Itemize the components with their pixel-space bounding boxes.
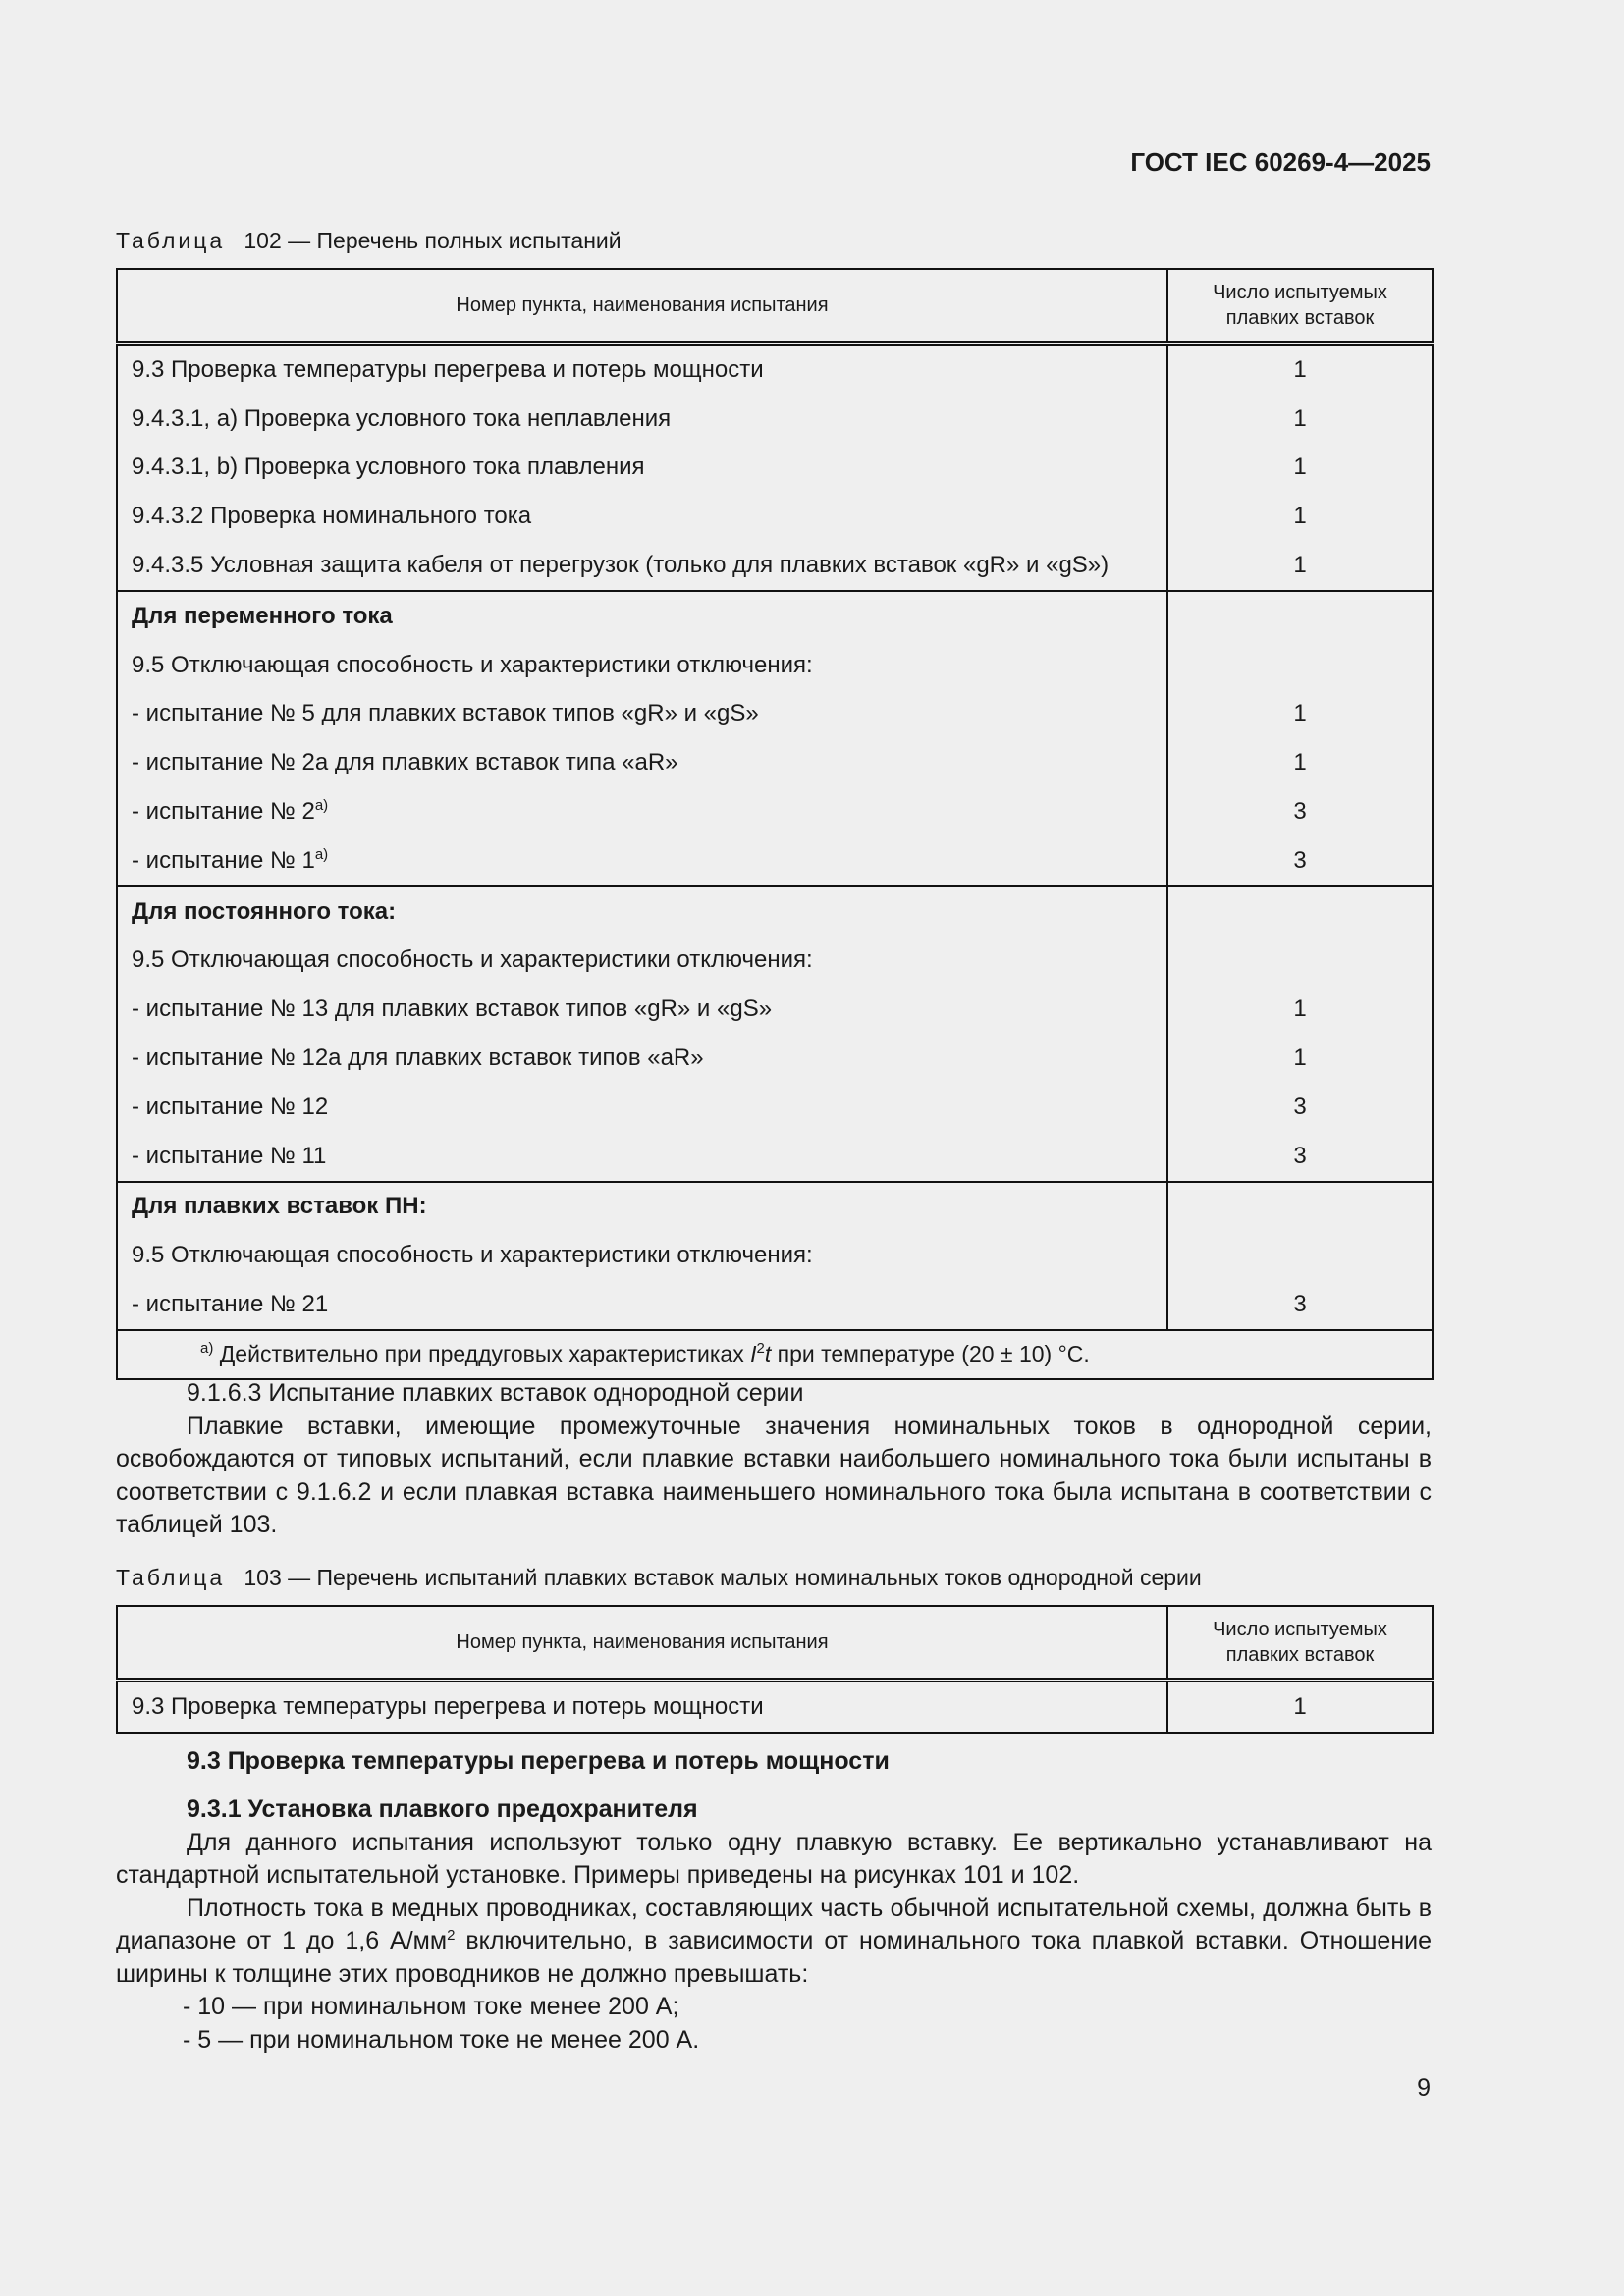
table-cell-test-name: Для переменного тока xyxy=(117,591,1167,641)
table-cell-count xyxy=(1167,886,1433,936)
table-footnote-row xyxy=(117,1330,1433,1379)
table-cell-test-name: Для постоянного тока: xyxy=(117,886,1167,936)
table-row xyxy=(117,541,1433,591)
section-body: Плавкие вставки, имеющие промежуточные значения номинальных токов в однородной серии, освобождаются от типовых испытаний, если плавкие вставки наибольшего номинального тока были испытаны в соответствии с 9.1.6.2 и если плавкая вставка наименьшего номинального тока была испытана в соответствии с таблицей 103. xyxy=(116,1412,1432,1538)
table-cell-count xyxy=(1167,936,1433,986)
table-cell-test-name: - испытание № 2a для плавких вставок типа «aR» xyxy=(117,738,1167,787)
table-cell-count: 3 xyxy=(1167,1132,1433,1182)
table-caption-text: 102 — Перечень полных испытаний xyxy=(244,228,622,253)
table-cell-count xyxy=(1167,591,1433,641)
column-header-count-line2: плавких вставок xyxy=(1225,1644,1375,1666)
table-cell-count: 1 xyxy=(1167,985,1433,1034)
table-cell-count: 1 xyxy=(1167,344,1433,395)
table-row xyxy=(117,985,1433,1034)
table-header-row xyxy=(117,1606,1433,1678)
table-row xyxy=(117,591,1433,641)
table-row xyxy=(117,787,1433,836)
column-header-count-line1: Число испытуемых xyxy=(1213,1619,1387,1640)
table-row xyxy=(117,836,1433,886)
section-9-1-6-3 xyxy=(116,1377,1432,1542)
table-cell-test-name: - испытание № 21 xyxy=(117,1280,1167,1330)
table-cell-test-name: - испытание № 5 для плавких вставок типов «gR» и «gS» xyxy=(117,690,1167,739)
table-cell-test-name: - испытание № 1$^{a)}$ xyxy=(117,836,1167,886)
table-cell-count: 3 xyxy=(1167,787,1433,836)
table-row xyxy=(117,492,1433,541)
table-cell-count: 1 xyxy=(1167,541,1433,591)
list-item: - 5 — при номинальном токе не менее 200 А. xyxy=(183,2025,700,2054)
column-header-count-line1: Число испытуемых xyxy=(1213,282,1387,303)
table-cell-test-name: 9.5 Отключающая способность и характеристики отключения: xyxy=(117,1231,1167,1280)
column-header-count xyxy=(1167,269,1433,341)
section-9-3-title: 9.3 Проверка температуры перегрева и потерь мощности xyxy=(187,1747,890,1775)
table-cell-count: 1 xyxy=(1167,1034,1433,1083)
table-row xyxy=(117,886,1433,936)
table-row xyxy=(117,641,1433,690)
table-row xyxy=(117,738,1433,787)
column-header-count-line2: плавких вставок xyxy=(1225,307,1375,329)
table-cell-test-name: - испытание № 13 для плавких вставок типов «gR» и «gS» xyxy=(117,985,1167,1034)
table-caption-text: 103 — Перечень испытаний плавких вставок малых номинальных токов однородной серии xyxy=(244,1565,1202,1590)
table-row xyxy=(117,1231,1433,1280)
paragraph-1: Для данного испытания используют только одну плавкую вставку. Ее вертикально устанавливают на стандартной испытательной установке. Примеры приведены на рисунках 101 и 102. xyxy=(116,1828,1432,1889)
table-row xyxy=(117,1280,1433,1330)
table-cell-test-name: 9.5 Отключающая способность и характеристики отключения: xyxy=(117,936,1167,986)
table-103-caption xyxy=(116,1565,1202,1591)
table-cell-count: 3 xyxy=(1167,836,1433,886)
table-cell-test-name: - испытание № 11 xyxy=(117,1132,1167,1182)
table-cell-test-name: - испытание № 2$^{a)}$ xyxy=(117,787,1167,836)
table-cell-count: 1 xyxy=(1167,492,1433,541)
table-row xyxy=(117,1132,1433,1182)
table-row xyxy=(117,395,1433,444)
table-cell-test-name: - испытание № 12a для плавких вставок типов «aR» xyxy=(117,1034,1167,1083)
table-cell-test-name: 9.5 Отключающая способность и характеристики отключения: xyxy=(117,641,1167,690)
table-cell-count xyxy=(1167,641,1433,690)
table-cell-count: 1 xyxy=(1167,395,1433,444)
table-cell-count: 1 xyxy=(1167,738,1433,787)
table-header-row xyxy=(117,269,1433,341)
table-cell-count xyxy=(1167,1231,1433,1280)
table-cell-test-name: 9.4.3.2 Проверка номинального тока xyxy=(117,492,1167,541)
table-102 xyxy=(116,268,1434,1380)
table-103 xyxy=(116,1605,1434,1734)
table-cell-test-name: 9.4.3.1, a) Проверка условного тока неплавления xyxy=(117,395,1167,444)
column-header-test-name: Номер пункта, наименования испытания xyxy=(117,269,1167,341)
table-cell-count xyxy=(1167,1182,1433,1232)
table-row xyxy=(117,936,1433,986)
table-cell-test-name: Для плавких вставок ПН: xyxy=(117,1182,1167,1232)
section-9-3-1 xyxy=(116,1793,1432,2056)
table-row xyxy=(117,344,1433,395)
table-cell-test-name: 9.4.3.5 Условная защита кабеля от перегрузок (только для плавких вставок «gR» и «gS») xyxy=(117,541,1167,591)
table-caption-word: Таблица xyxy=(116,228,226,253)
table-caption-word: Таблица xyxy=(116,1565,226,1590)
table-row xyxy=(117,1681,1433,1733)
paragraph-2: Плотность тока в медных проводниках, составляющих часть обычной испытательной схемы, должна быть в диапазоне от 1 до 1,6 $А/мм^2$ включительно, в зависимости от номинального тока плавкой вставки. Отношение ширины к толщине этих проводников не должно превышать: xyxy=(116,1894,1432,1988)
table-cell-count: 3 xyxy=(1167,1280,1433,1330)
document-id: ГОСТ IEC 60269-4—2025 xyxy=(1130,147,1431,177)
table-cell-count: 1 xyxy=(1167,690,1433,739)
table-cell-count: 1 xyxy=(1167,444,1433,493)
table-row xyxy=(117,690,1433,739)
section-title: 9.1.6.3 Испытание плавких вставок однородной серии xyxy=(187,1379,804,1407)
table-row xyxy=(117,1034,1433,1083)
table-cell-test-name: 9.3 Проверка температуры перегрева и потерь мощности xyxy=(117,344,1167,395)
table-row xyxy=(117,1182,1433,1232)
table-cell-test-name: 9.3 Проверка температуры перегрева и потерь мощности xyxy=(117,1681,1167,1733)
table-footnote: $^{a)}$ Действительно при преддуговых характеристиках $I^2t$ при температуре (20 ± 10) °C. xyxy=(117,1330,1433,1379)
table-cell-test-name: 9.4.3.1, b) Проверка условного тока плавления xyxy=(117,444,1167,493)
table-row xyxy=(117,444,1433,493)
column-header-count xyxy=(1167,1606,1433,1678)
section-title: 9.3.1 Установка плавкого предохранителя xyxy=(187,1795,698,1823)
page-number: 9 xyxy=(1417,2074,1431,2102)
table-row xyxy=(117,1083,1433,1132)
column-header-test-name: Номер пункта, наименования испытания xyxy=(117,1606,1167,1678)
table-cell-test-name: - испытание № 12 xyxy=(117,1083,1167,1132)
table-102-body xyxy=(117,344,1433,1330)
table-102-caption xyxy=(116,228,622,254)
list-item: - 10 — при номинальном токе менее 200 А; xyxy=(183,1993,679,2020)
table-cell-count: 3 xyxy=(1167,1083,1433,1132)
table-cell-count: 1 xyxy=(1167,1681,1433,1733)
